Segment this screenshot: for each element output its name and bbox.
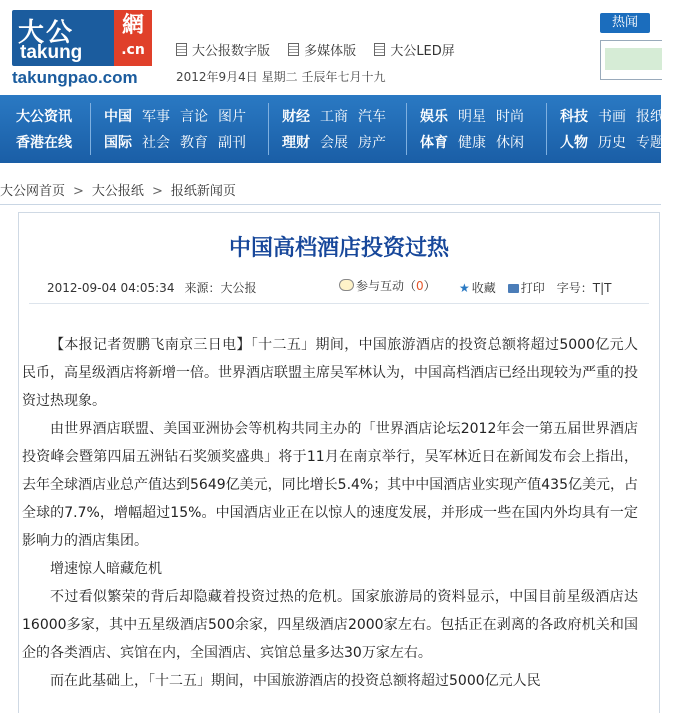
nav-divider	[546, 103, 547, 155]
printer-icon[interactable]	[508, 284, 519, 293]
nav-item[interactable]: 明星	[458, 109, 486, 125]
nav-item[interactable]: 历史	[598, 135, 626, 151]
nav-item[interactable]: 中国	[104, 109, 132, 125]
nav-item[interactable]: 社会	[142, 135, 170, 151]
article-container	[18, 212, 660, 713]
comment-count: 0	[416, 279, 424, 293]
logo-red-char: 網	[121, 13, 144, 38]
logo-latin: takung	[20, 42, 83, 63]
nav-item[interactable]: 时尚	[496, 109, 524, 125]
nav-divider	[268, 103, 269, 155]
breadcrumb-separator: >	[73, 184, 84, 199]
article-paragraph: 而在此基础上，「十二五」期间，中国旅游酒店的投资总额将超过5000亿元人民	[50, 673, 541, 689]
nav-item[interactable]: 汽车	[358, 109, 386, 125]
nav-item[interactable]: 报纸	[636, 109, 664, 125]
nav-item[interactable]: 言论	[180, 109, 208, 125]
nav-item[interactable]: 娱乐	[420, 109, 448, 125]
nav-group-china	[104, 107, 256, 153]
comment-label: 参与互动（	[356, 279, 417, 293]
nav-item[interactable]: 图片	[218, 109, 246, 125]
nav-item[interactable]: 科技	[560, 109, 588, 125]
nav-item[interactable]: 专题	[636, 135, 664, 151]
top-links	[176, 40, 469, 59]
favorite-label: 收藏	[471, 281, 496, 295]
date-line: 2012年9月4日 星期二 壬辰年七月十九	[176, 70, 386, 84]
nav-divider	[406, 103, 407, 155]
breadcrumb-current: 报纸新闻页	[170, 184, 236, 199]
nav-item[interactable]: 人物	[560, 135, 588, 151]
document-icon	[288, 43, 299, 56]
nav-item[interactable]: 国际	[104, 135, 132, 151]
breadcrumb-divider	[0, 204, 661, 205]
nav-group-news	[16, 107, 72, 153]
article-source: 来源：大公报	[184, 281, 257, 295]
nav-item[interactable]: 副刊	[218, 135, 246, 151]
led-screen-label: 大公LED屏	[390, 44, 455, 59]
nav-group-entertainment	[420, 107, 534, 153]
article-paragraph: 【本报记者贺鹏飞南京三日电】「十二五」期间，中国旅游酒店的投资总额将超过5000亿元人民币，高星级酒店将新增一倍。世界酒店联盟主席吴军林认为，中国高档酒店已经出现较为严重的投资过热现象。	[22, 337, 638, 409]
article-paragraph: 由世界酒店联盟、美国亚洲协会等机构共同主办的「世界酒店论坛2012年会一第五届世界酒店投资峰会暨第四届五洲钻石奖颁奖盛典」将于11月在南京举行，吴军林近日在新闻发布会上指出，去年全球酒店业总产值达到5649亿美元，同比增长5.4%；其中中国酒店业实现产值435亿美元，占全球的7.7%，增幅超过15%。中国酒店业正在以惊人的速度发展，并形成一些在国内外均具有一定影响力的酒店集团。	[22, 421, 638, 549]
nav-item[interactable]: 大公资讯	[16, 109, 72, 125]
article-subheading: 增速惊人暗藏危机	[50, 561, 162, 577]
document-icon	[176, 43, 187, 56]
meta-divider	[29, 303, 649, 304]
nav-item[interactable]: 理财	[282, 135, 310, 151]
site-logo[interactable]	[12, 10, 157, 90]
nav-item[interactable]: 香港在线	[16, 135, 72, 151]
article-tools	[459, 279, 612, 296]
article-meta	[47, 279, 256, 296]
star-icon: ★	[459, 281, 470, 295]
nav-item[interactable]: 军事	[142, 109, 170, 125]
breadcrumb	[0, 180, 236, 199]
comment-label-close: ）	[423, 279, 436, 293]
logo-cn-suffix: .cn	[121, 42, 145, 58]
document-icon	[374, 43, 385, 56]
favorite-button[interactable]	[459, 281, 496, 295]
logo-chinese: 大公	[18, 18, 75, 48]
digital-edition-link[interactable]	[176, 44, 270, 59]
nav-item[interactable]: 休闲	[496, 135, 524, 151]
logo-red-block	[114, 10, 152, 66]
article-paragraph: 不过看似繁荣的背后却隐藏着投资过热的危机。国家旅游局的资料显示，中国目前星级酒店达16000多家，其中五星级酒店500余家，四星级酒店2000家左右。包括正在剥离的各政府机关和国企的各类酒店、宾馆在内，全国酒店、宾馆总量多达30万家左右。	[22, 589, 638, 661]
multimedia-label: 多媒体版	[304, 44, 357, 59]
site-header	[0, 0, 661, 95]
nav-item[interactable]: 体育	[420, 135, 448, 151]
led-screen-link[interactable]	[374, 44, 454, 59]
print-button[interactable]: 打印	[520, 281, 545, 295]
nav-item[interactable]: 书画	[598, 109, 626, 125]
nav-group-tech	[560, 107, 674, 153]
article-datetime: 2012-09-04 04:05:34	[47, 281, 175, 295]
article-title: 中国高档酒店投资过热	[228, 235, 449, 261]
multimedia-link[interactable]	[288, 44, 356, 59]
logo-mark	[12, 10, 152, 66]
nav-item[interactable]: 工商	[320, 109, 348, 125]
hot-news-tab[interactable]: 热闻	[600, 13, 650, 33]
nav-divider	[90, 103, 91, 155]
logo-domain: takungpao.com	[12, 68, 138, 87]
nav-item[interactable]: 财经	[282, 109, 310, 125]
main-nav	[0, 95, 664, 163]
comment-bubble-icon	[339, 279, 354, 291]
breadcrumb-separator: >	[151, 184, 163, 199]
nav-item[interactable]: 教育	[180, 135, 208, 151]
hot-news-content	[605, 48, 662, 70]
nav-item[interactable]: 房产	[358, 135, 386, 151]
breadcrumb-home[interactable]: 大公网首页	[0, 184, 66, 199]
breadcrumb-newspaper[interactable]: 大公报纸	[91, 184, 144, 199]
nav-group-finance	[282, 107, 396, 153]
nav-item[interactable]: 健康	[458, 135, 486, 151]
digital-edition-label: 大公报数字版	[192, 44, 271, 59]
comment-link[interactable]	[339, 277, 436, 294]
font-size-toggle[interactable]: 字号：T|T	[556, 281, 612, 295]
hot-news-panel	[600, 40, 662, 80]
article-body	[22, 331, 638, 695]
nav-item[interactable]: 会展	[320, 135, 348, 151]
